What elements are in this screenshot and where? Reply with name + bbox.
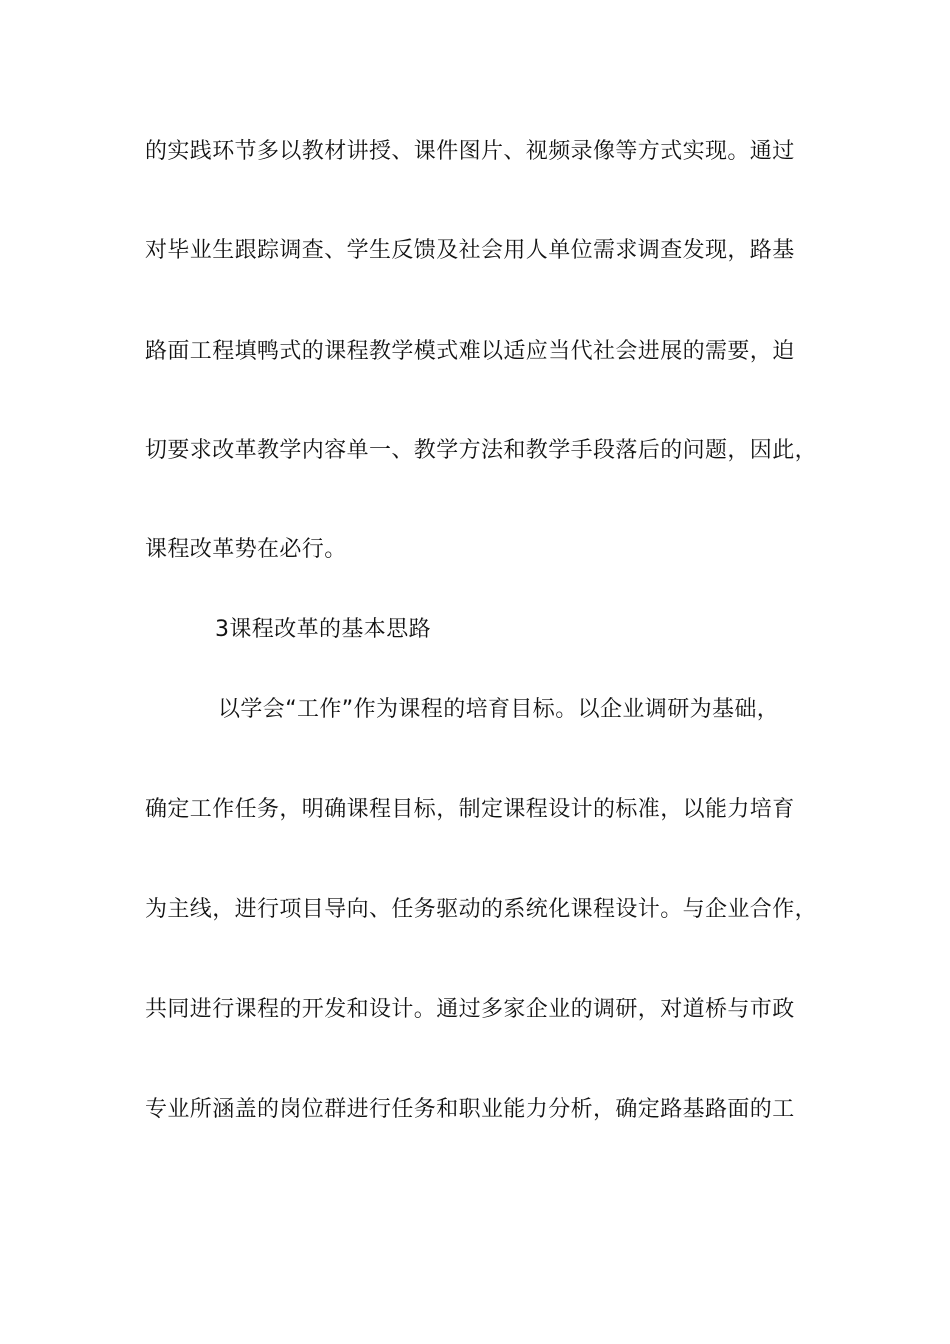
paragraph-line: 共同进行课程的开发和设计。通过多家企业的调研，对道桥与市政: [145, 997, 795, 1022]
paragraph-line: 切要求改革教学内容单一、教学方法和教学手段落后的问题，因此，: [145, 438, 818, 463]
paragraph-line: 课程改革势在必行。: [145, 537, 347, 562]
paragraph-line: 为主线，进行项目导向、任务驱动的系统化课程设计。与企业合作，: [145, 897, 818, 922]
paragraph-line: 专业所涵盖的岗位群进行任务和职业能力分析，确定路基路面的工: [145, 1097, 795, 1122]
paragraph-line: 确定工作任务，明确课程目标，制定课程设计的标准，以能力培育: [145, 797, 795, 822]
section-heading: 3课程改革的基本思路: [215, 617, 431, 642]
paragraph-line: 对毕业生跟踪调查、学生反馈及社会用人单位需求调查发现，路基: [145, 238, 795, 263]
paragraph-line: 的实践环节多以教材讲授、课件图片、视频录像等方式实现。通过: [145, 139, 795, 164]
paragraph-line: 路面工程填鸭式的课程教学模式难以适应当代社会进展的需要，迫: [145, 339, 795, 364]
paragraph-line: 以学会“工作”作为课程的培育目标。以企业调研为基础，: [218, 697, 780, 722]
